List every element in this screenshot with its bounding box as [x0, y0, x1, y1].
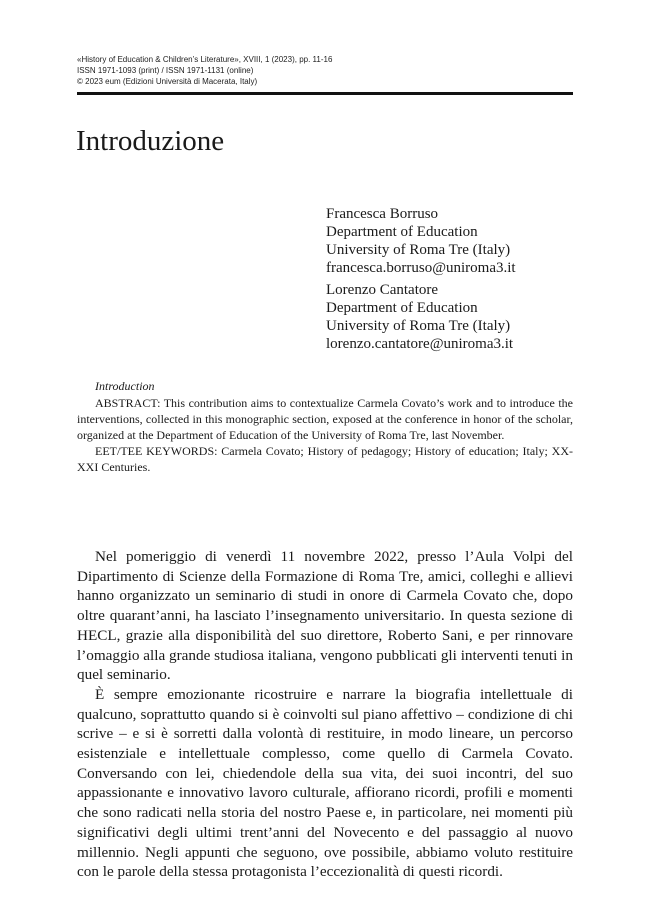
abstract-keywords: EET/TEE KEYWORDS: Carmela Covato; History of pedagogy; History of education; Italy; XX-XXI Centuries. — [77, 444, 573, 474]
author-department: Department of Education — [326, 300, 478, 316]
author-email: lorenzo.cantatore@uniroma3.it — [326, 336, 514, 352]
journal-issn: ISSN 1971-1093 (print) / ISSN 1971-1131 (online) — [77, 66, 254, 75]
author-block — [326, 281, 516, 353]
body-paragraph: È sempre emozionante ricostruire e narrare la biografia intellettuale di qualcuno, soprattutto quando si è coinvolti sul piano affettivo – condizione di chi scrive – e si è sorretti dalla volontà di restituire, in modo lineare, un percorso esistenziale e intellettuale complesso, come quello di Carmela Covato. Conversando con lei, chiedendole della sua vita, dei suoi incontri, del suo appassionante e innovativo lavoro culturale, affiorano ricordi, profili e momenti che sono radicati nella storia del nostro Paese e, in particolare, nei momenti più significativi degli ultimi trent’anni del Novecento e del passaggio al nuovo millennio. Negli appunti che seguono, ove possibile, abbiamo voluto restituire con le parole della stessa protagonista l’eccezionalità di questi ricordi. — [77, 685, 573, 881]
journal-citation: «History of Education & Children’s Literature», XVIII, 1 (2023), pp. 11-16 — [77, 55, 333, 64]
author-department: Department of Education — [326, 224, 478, 240]
abstract-heading: Introduction — [95, 379, 155, 393]
author-name: Francesca Borruso — [326, 206, 439, 222]
journal-copyright: © 2023 eum (Edizioni Università di Macerata, Italy) — [77, 77, 258, 86]
article-body — [77, 547, 573, 882]
abstract-text: ABSTRACT: This contribution aims to contextualize Carmela Covato’s work and to introduce the interventions, collected in this monographic section, exposed at the conference in honor of the scholar, organized at the Department of Education of the University of Roma Tre, last November. — [77, 396, 573, 442]
author-email: francesca.borruso@uniroma3.it — [326, 260, 516, 276]
author-university: University of Roma Tre (Italy) — [326, 318, 511, 334]
author-name: Lorenzo Cantatore — [326, 282, 439, 298]
author-block — [326, 205, 516, 277]
journal-header — [77, 54, 332, 87]
author-list — [326, 205, 516, 357]
body-paragraph: Nel pomeriggio di venerdì 11 novembre 2022, presso l’Aula Volpi del Dipartimento di Scienze della Formazione di Roma Tre, amici, colleghi e allievi hanno organizzato un seminario di studi in onore di Carmela Covato che, dopo oltre quarant’anni, ha lasciato l’insegnamento universitario. In questa sezione di HECL, grazie alla disponibilità del suo direttore, Roberto Sani, e per rinnovare l’omaggio alla grande studiosa italiana, vengono pubblicati gli interventi tenuti in quel seminario. — [77, 548, 573, 684]
article-title: Introduzione — [76, 125, 225, 157]
abstract-section — [77, 378, 573, 475]
header-rule — [77, 92, 573, 95]
author-university: University of Roma Tre (Italy) — [326, 242, 511, 258]
